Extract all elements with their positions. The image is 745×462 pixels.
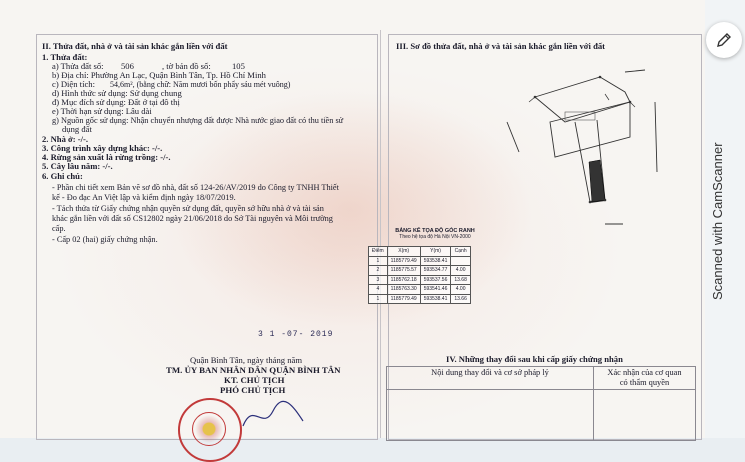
- note-line-6: - Cấp 02 (hai) giấy chứng nhận.: [52, 235, 158, 244]
- coords-header-cell: Cạnh: [451, 247, 471, 257]
- table-row: [369, 266, 471, 276]
- coords-header-cell: Điểm: [369, 247, 388, 257]
- edit-button[interactable]: [706, 22, 742, 58]
- note-line-3: - Tách thửa từ Giấy chứng nhận quyền sử dụng đất, quyền sở hữu nhà ở và tài sản: [52, 204, 324, 213]
- note-line-5: cấp.: [52, 224, 66, 233]
- forest-item: 4. Rừng sản xuất là rừng trồng: -/-.: [42, 152, 171, 162]
- table-cell: 1: [369, 256, 388, 266]
- table-cell: [451, 256, 471, 266]
- coords-subtitle: Theo hệ tọa độ Hà Nội VN-2000: [399, 234, 471, 240]
- table-cell: 4.00: [451, 266, 471, 276]
- parcel-sketch: [505, 62, 665, 237]
- coords-header-row: [369, 247, 471, 257]
- changes-col-content: [387, 367, 594, 390]
- table-cell: 3: [369, 275, 388, 285]
- table-row: [369, 294, 471, 304]
- table-row: [387, 367, 696, 390]
- perennial-item: 5. Cây lâu năm: -/-.: [42, 161, 113, 171]
- map-sheet-label: , tờ bản đồ số:: [162, 61, 211, 71]
- date-stamp: 3 1 -07- 2019: [258, 330, 334, 339]
- table-cell: [594, 390, 696, 441]
- note-line-2: kế - Đo đạc An Việt lập và kiểm định ngày 18/07/2019.: [52, 193, 236, 202]
- table-cell: 593541.46: [420, 285, 451, 295]
- parcel-no-value: 506: [121, 61, 134, 71]
- table-cell: 4.00: [451, 285, 471, 295]
- table-row: [387, 390, 696, 441]
- notes-label: 6. Ghi chú:: [42, 171, 83, 181]
- use-term: e) Thời hạn sử dụng: Lâu dài: [52, 106, 152, 116]
- pen-edit-icon: [715, 31, 733, 49]
- note-line-4: khác gắn liền với đất số CS12802 ngày 21/06/2018 do Sở Tài nguyên và Môi trường: [52, 214, 333, 223]
- section-iv-title: IV. Những thay đổi sau khi cấp giấy chứng nhận: [446, 354, 623, 364]
- issuing-org: TM. ỦY BAN NHÂN DÂN QUẬN BÌNH TÂN: [166, 365, 341, 375]
- area-label: c) Diện tích:: [52, 79, 95, 89]
- note-line-1: - Phần chi tiết xem Bản vẽ sơ đồ nhà, đất số 124-26/AV/2019 do Công ty TNHH Thiết: [52, 183, 339, 192]
- coords-header-cell: Y(m): [420, 247, 451, 257]
- signature: [238, 396, 308, 436]
- coords-title: BẢNG KÊ TỌA ĐỘ GÓC RANH: [395, 228, 475, 234]
- table-cell: 2: [369, 266, 388, 276]
- coords-header-cell: X(m): [387, 247, 420, 257]
- table-cell: 593534.77: [420, 266, 451, 276]
- parcel-no-label: a) Thửa đất số:: [52, 61, 104, 71]
- changes-col-confirm: [594, 367, 696, 390]
- section-iii-title: III. Sơ đồ thửa đất, nhà ở và tài sản khác gắn liền với đất: [396, 41, 606, 51]
- seal-emblem: [192, 412, 226, 446]
- section-ii-title: II. Thửa đất, nhà ở và tài sản khác gắn liền với đất: [42, 41, 228, 51]
- table-cell: 1: [369, 294, 388, 304]
- kt-chairman: KT. CHỦ TỊCH: [224, 375, 285, 385]
- changes-table: [386, 366, 696, 441]
- place-date: Quận Bình Tân, ngày tháng năm: [190, 355, 303, 365]
- camscanner-watermark: Scanned with CamScanner: [710, 142, 725, 300]
- table-cell: 593537.56: [420, 275, 451, 285]
- house-item: 2. Nhà ở: -/-.: [42, 134, 89, 144]
- table-cell: 1185763.30: [387, 285, 420, 295]
- vice-chairman: PHÓ CHỦ TỊCH: [220, 385, 286, 395]
- table-cell: 1185762.18: [387, 275, 420, 285]
- origin-line-1: g) Nguồn gốc sử dụng: Nhận chuyển nhượng đất được Nhà nước giao đất có thu tiền sử: [52, 116, 344, 125]
- changes-col-confirm-line1: Xác nhận của cơ quan: [607, 368, 682, 377]
- area-value: 54,6m², (bằng chữ: Năm mươi bốn phẩy sáu mét vuông): [110, 80, 291, 89]
- table-cell: [387, 390, 594, 441]
- coords-table: [368, 246, 471, 304]
- table-row: [369, 256, 471, 266]
- table-row: [369, 285, 471, 295]
- table-cell: 1185779.49: [387, 294, 420, 304]
- use-form: d) Hình thức sử dụng: Sử dụng chung: [52, 88, 182, 98]
- origin-line-2: dụng đất: [62, 124, 92, 134]
- use-purpose: đ) Mục đích sử dụng: Đất ở tại đô thị: [52, 97, 180, 107]
- table-cell: 593538.41: [420, 294, 451, 304]
- table-cell: 13.66: [451, 294, 471, 304]
- table-cell: 13.68: [451, 275, 471, 285]
- coords-title-block: [370, 228, 500, 240]
- table-row: [369, 275, 471, 285]
- table-cell: 1185779.49: [387, 256, 420, 266]
- table-cell: 1185775.57: [387, 266, 420, 276]
- construction-item: 3. Công trình xây dựng khác: -/-.: [42, 143, 163, 153]
- changes-col-confirm-line2: có thẩm quyền: [619, 378, 670, 387]
- parcel-heading: 1. Thửa đất:: [42, 52, 88, 62]
- changes-col-content-label: Nội dung thay đổi và cơ sở pháp lý: [431, 368, 549, 377]
- address: b) Địa chỉ: Phường An Lạc, Quận Bình Tân, Tp. Hồ Chí Minh: [52, 70, 266, 80]
- table-cell: 4: [369, 285, 388, 295]
- map-sheet-value: 105: [232, 61, 245, 71]
- table-cell: 593538.41: [420, 256, 451, 266]
